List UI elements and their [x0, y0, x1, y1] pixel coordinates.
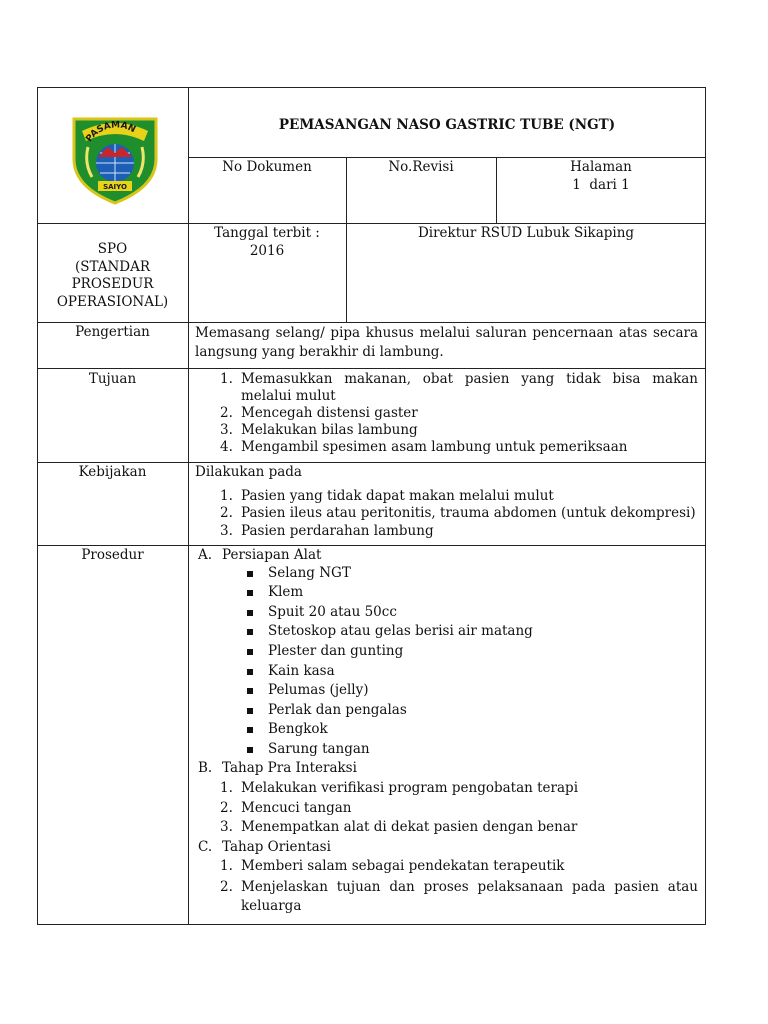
item-text: Klem	[268, 584, 304, 601]
item-number: 3.	[220, 819, 233, 836]
square-bullet-icon	[247, 629, 253, 635]
item-text: Menempatkan alat di dekat pasien dengan benar	[241, 819, 578, 836]
section-heading	[195, 760, 698, 778]
section-title: Tahap Pra Interaksi	[222, 760, 357, 777]
kebijakan-divider	[37, 545, 706, 546]
spo-divider	[37, 322, 706, 323]
spo-line: (STANDAR	[74, 258, 151, 275]
halaman-cell	[496, 159, 706, 194]
item-text: Plester dan gunting	[268, 642, 404, 659]
no-revisi-label: No.Revisi	[388, 159, 454, 175]
list-item	[195, 643, 698, 663]
list-item	[195, 505, 698, 523]
item-text: Pasien ileus atau peritonitis, trauma abdomen (untuk dekompresi)	[241, 505, 696, 522]
square-bullet-icon	[247, 727, 253, 733]
list-item	[195, 800, 698, 820]
item-text: Memasukkan makanan, obat pasien yang tidak bisa makan melalui mulut	[241, 371, 698, 404]
kebijakan-body	[195, 464, 698, 540]
tujuan-list	[195, 371, 698, 455]
list-item	[195, 663, 698, 683]
tanggal-terbit-label: Tanggal terbit :	[214, 225, 320, 241]
square-bullet-icon	[247, 747, 253, 753]
logo-bottom-text: SAIYO	[103, 183, 127, 191]
header-divider	[37, 223, 706, 224]
item-number: 2.	[220, 505, 233, 522]
item-text: Melakukan bilas lambung	[241, 421, 418, 438]
list-item	[195, 819, 698, 839]
item-number: 1.	[220, 371, 233, 387]
title-divider	[188, 157, 706, 158]
section-title: Tahap Orientasi	[222, 838, 331, 855]
square-bullet-icon	[247, 590, 253, 596]
list-item	[195, 604, 698, 624]
list-item	[195, 858, 698, 878]
prosedur-label: Prosedur	[81, 547, 144, 563]
item-number: 2.	[220, 799, 233, 816]
square-bullet-icon	[247, 649, 253, 655]
list-item	[195, 682, 698, 702]
kebijakan-label: Kebijakan	[78, 464, 147, 480]
direktur-cell: Direktur RSUD Lubuk Sikaping	[417, 225, 635, 241]
section-heading	[195, 547, 698, 565]
column-divider	[188, 87, 189, 925]
halaman-value: 1 dari 1	[572, 176, 630, 193]
item-number: 1.	[220, 487, 233, 504]
item-text: Mencegah distensi gaster	[241, 404, 418, 421]
list-item	[195, 702, 698, 722]
item-text: Memberi salam sebagai pendekatan terapeutik	[241, 858, 565, 875]
item-text: Mengambil spesimen asam lambung untuk pemeriksaan	[241, 438, 628, 455]
item-number: 2.	[220, 404, 233, 421]
item-text: Bengkok	[268, 721, 328, 738]
table-border-right	[705, 87, 706, 925]
item-number: 1.	[220, 780, 233, 797]
spo-line: OPERASIONAL)	[56, 293, 169, 310]
table-border-top	[37, 87, 706, 88]
spo-label	[37, 241, 188, 311]
tujuan-label: Tujuan	[88, 371, 137, 387]
section-letter: B.	[198, 760, 213, 777]
item-text: Pasien yang tidak dapat makan melalui mulut	[241, 487, 554, 504]
no-dokumen-label: No Dokumen	[222, 159, 312, 175]
tanggal-terbit-value: 2016	[249, 242, 285, 259]
spo-line: PROSEDUR	[71, 276, 154, 293]
list-item	[195, 780, 698, 800]
list-item	[195, 488, 698, 506]
square-bullet-icon	[247, 571, 253, 577]
square-bullet-icon	[247, 688, 253, 694]
list-item	[195, 422, 698, 439]
list-item	[195, 584, 698, 604]
pasaman-emblem	[68, 113, 162, 207]
item-text: Sarung tangan	[268, 740, 370, 757]
prosedur-body	[195, 547, 698, 916]
pengertian-label: Pengertian	[75, 324, 150, 340]
list-item	[195, 623, 698, 643]
logo	[68, 113, 162, 207]
list-item	[195, 405, 698, 422]
section-heading	[195, 839, 698, 857]
item-text: Spuit 20 atau 50cc	[268, 603, 397, 620]
pengertian-divider	[37, 368, 706, 369]
tujuan-divider	[37, 462, 706, 463]
tanggal-terbit-cell	[188, 225, 346, 260]
kebijakan-intro: Dilakukan pada	[195, 464, 302, 480]
square-bullet-icon	[247, 669, 253, 675]
logo-top-text: PASAMAN	[84, 120, 137, 145]
item-text: Kain kasa	[268, 662, 335, 679]
item-text: Selang NGT	[268, 564, 351, 581]
spo-line: SPO	[97, 241, 128, 257]
item-text: Pelumas (jelly)	[268, 682, 369, 699]
item-number: 3.	[220, 522, 233, 539]
square-bullet-icon	[247, 708, 253, 714]
list-item	[195, 741, 698, 761]
square-bullet-icon	[247, 610, 253, 616]
table-border-bottom	[37, 924, 706, 925]
list-item	[195, 565, 698, 585]
pengertian-text: Memasang selang/ pipa khusus melalui saluran pencernaan atas secara langsung yang berakhir di lambung.	[195, 325, 698, 360]
item-number: 1.	[220, 858, 233, 875]
section-title: Persiapan Alat	[222, 547, 322, 563]
list-item	[195, 371, 698, 405]
item-text: Perlak dan pengalas	[268, 701, 407, 718]
item-text: Mencuci tangan	[241, 799, 352, 816]
list-item	[195, 721, 698, 741]
item-number: 4.	[220, 438, 233, 455]
section-letter: C.	[198, 838, 213, 855]
item-text: Melakukan verifikasi program pengobatan terapi	[241, 780, 579, 797]
item-text: Stetoskop atau gelas berisi air matang	[268, 623, 533, 640]
document-title: PEMASANGAN NASO GASTRIC TUBE (NGT)	[278, 117, 616, 133]
list-item	[195, 878, 698, 916]
list-item	[195, 523, 698, 541]
item-text: Menjelaskan tujuan dan proses pelaksanaan pada pasien atau keluarga	[241, 878, 698, 914]
item-number: 2.	[220, 878, 233, 895]
item-number: 3.	[220, 421, 233, 438]
item-text: Pasien perdarahan lambung	[241, 522, 434, 539]
table-border-left	[37, 87, 38, 925]
list-item	[195, 439, 698, 456]
halaman-label: Halaman	[570, 159, 632, 175]
section-letter: A.	[198, 547, 213, 563]
